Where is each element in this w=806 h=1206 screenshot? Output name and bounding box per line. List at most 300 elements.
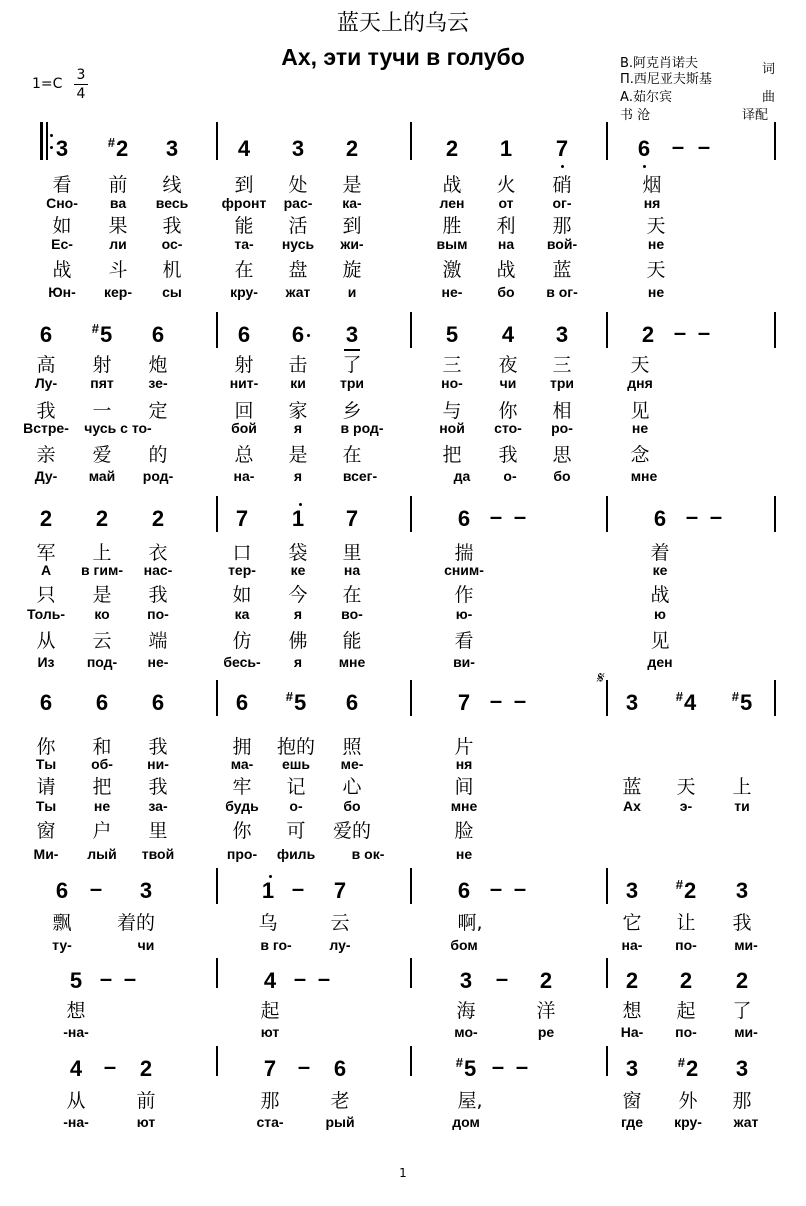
repeat-start-bar <box>40 122 43 160</box>
lyric-chinese: 前 <box>136 1090 156 1112</box>
lyric-russian: твой <box>141 846 175 862</box>
lyric-russian: ре <box>537 1024 555 1040</box>
lyric-russian: жат <box>733 1114 759 1130</box>
lyric-russian: ту- <box>52 937 72 953</box>
note: 3 <box>459 968 473 993</box>
note: 4 <box>501 322 515 347</box>
bar-line <box>606 1046 608 1076</box>
lyric-chinese: 战 <box>442 174 462 196</box>
bar-line <box>410 312 412 348</box>
lyric-chinese: 起 <box>260 1000 280 1022</box>
note: 3 <box>625 690 639 715</box>
lyric-russian: ма- <box>230 756 254 772</box>
lyric-russian: три <box>339 375 365 391</box>
lyric-russian: кер- <box>103 284 133 300</box>
note: 7 <box>555 136 569 161</box>
bar-line <box>410 958 412 988</box>
note: #5 <box>285 689 307 715</box>
lyric-russian: ки <box>290 375 306 391</box>
lyric-russian: сы <box>162 284 182 300</box>
lyric-chinese: 与 <box>442 400 462 422</box>
note: 2 <box>445 136 459 161</box>
lyric-russian: от <box>498 195 514 211</box>
song-title-chinese: 蓝天上的乌云 <box>336 11 469 36</box>
bar-line <box>774 496 776 532</box>
lyric-russian: на <box>497 236 515 252</box>
bar-line <box>216 1046 218 1076</box>
lyric-chinese: 你 <box>498 400 518 422</box>
lyric-russian: пят <box>90 375 114 391</box>
note: #5 <box>91 321 113 347</box>
lyric-russian: зе- <box>148 375 168 391</box>
lyric-chinese: 飘 <box>52 912 72 934</box>
lyric-chinese: 作 <box>454 584 474 606</box>
lyric-chinese: 我 <box>148 776 168 798</box>
lyric-russian: на- <box>621 937 643 953</box>
lyric-russian: мо- <box>454 1024 478 1040</box>
note: #2 <box>675 877 697 903</box>
lyric-chinese: 在 <box>234 259 254 281</box>
lyric-chinese: 如 <box>52 215 72 237</box>
bar-line <box>606 312 608 348</box>
lyric-chinese: 家 <box>288 400 308 422</box>
lyric-chinese: 一 <box>92 400 112 422</box>
note: 2 <box>625 968 639 993</box>
note: 2 <box>151 506 165 531</box>
lyric-chinese: 旋 <box>342 259 362 281</box>
lyric-chinese: 海 <box>456 1000 476 1022</box>
note: 5 <box>69 968 83 993</box>
credit-line: 词 <box>762 62 776 77</box>
bar-line <box>410 680 412 716</box>
credit-line: П.西尼亚夫斯基 <box>620 72 712 87</box>
lyric-russian: где <box>621 1114 643 1130</box>
lyric-russian: на- <box>233 468 255 484</box>
lyric-chinese: 它 <box>622 912 642 934</box>
bar-line <box>410 868 412 904</box>
lyric-russian: Лу- <box>34 375 58 391</box>
note: 6 <box>151 690 165 715</box>
lyric-chinese: 外 <box>678 1090 698 1112</box>
note: – <box>489 688 503 713</box>
time-signature <box>74 66 88 103</box>
lyric-russian: Сно- <box>46 195 78 211</box>
bar-line <box>606 958 608 988</box>
lyric-russian: кру- <box>230 284 258 300</box>
note: 6 <box>291 322 305 347</box>
lyric-chinese: 念 <box>630 444 650 466</box>
bar-line <box>216 312 218 348</box>
lyric-chinese: 战 <box>650 584 670 606</box>
lyric-russian: ог- <box>552 195 572 211</box>
lyric-russian: Ду- <box>34 468 58 484</box>
note: – <box>297 1054 311 1079</box>
lyric-chinese: 夜 <box>498 354 518 376</box>
lyric-chinese: 那 <box>260 1090 280 1112</box>
song-title-russian: Ах, эти тучи в голубо <box>281 44 525 70</box>
repeat-dot <box>50 134 53 137</box>
lyric-russian: лый <box>87 846 117 862</box>
lyric-chinese: 天 <box>646 215 666 237</box>
lyric-russian: во- <box>341 606 363 622</box>
octave-dot <box>269 875 272 878</box>
note: 2 <box>345 136 359 161</box>
lyric-chinese: 线 <box>162 174 182 196</box>
lyric-chinese: 胜 <box>442 215 462 237</box>
lyric-chinese: 炮 <box>148 354 168 376</box>
lyric-chinese: 脸 <box>454 820 474 842</box>
note: 6 <box>151 322 165 347</box>
lyric-russian: ют <box>260 1024 280 1040</box>
bar-line <box>606 496 608 532</box>
note: 3 <box>625 1056 639 1081</box>
lyric-russian: не <box>631 420 649 436</box>
lyric-chinese: 到 <box>234 174 254 196</box>
lyric-chinese: 三 <box>442 354 462 376</box>
note: 2 <box>735 968 749 993</box>
lyric-russian: Встре- <box>23 420 69 436</box>
lyric-russian: под- <box>86 654 118 670</box>
lyric-russian: бо <box>343 798 361 814</box>
note: 1 <box>261 878 275 903</box>
note: 3 <box>291 136 305 161</box>
note: – <box>697 134 711 159</box>
lyric-chinese: 想 <box>66 1000 86 1022</box>
lyric-chinese: 拥 <box>232 736 252 758</box>
lyric-russian: лен <box>439 195 465 211</box>
note: – <box>671 134 685 159</box>
lyric-chinese: 口 <box>232 542 252 564</box>
note: 4 <box>237 136 251 161</box>
lyric-chinese: 见 <box>630 400 650 422</box>
lyric-russian: ро- <box>551 420 573 436</box>
lyric-chinese: 揣 <box>454 542 474 564</box>
lyric-chinese: 啊, <box>457 912 483 934</box>
lyric-russian: в го- <box>260 937 292 953</box>
lyric-russian: май <box>88 468 116 484</box>
note: 6 <box>39 322 53 347</box>
key-signature: 1=C <box>32 76 63 92</box>
lyric-russian: нит- <box>229 375 259 391</box>
lyric-chinese: 衣 <box>148 542 168 564</box>
note: – <box>491 1054 505 1079</box>
note: 7 <box>333 878 347 903</box>
note: – <box>123 966 137 991</box>
lyric-russian: дом <box>452 1114 480 1130</box>
note: #4 <box>675 689 697 715</box>
note: 2 <box>641 322 655 347</box>
lyric-chinese: 我 <box>732 912 752 934</box>
lyric-chinese: 从 <box>66 1090 86 1112</box>
note: 3 <box>555 322 569 347</box>
lyric-chinese: 见 <box>650 630 670 652</box>
bar-line <box>606 122 608 160</box>
note: 3 <box>345 322 359 347</box>
lyric-russian: тер- <box>228 562 256 578</box>
note: – <box>495 966 509 991</box>
octave-dot <box>299 503 302 506</box>
lyric-russian: да <box>453 468 471 484</box>
bar-line <box>216 680 218 716</box>
note: #2 <box>107 135 129 161</box>
lyric-chinese: 今 <box>288 584 308 606</box>
lyric-chinese: 思 <box>552 444 572 466</box>
note: 2 <box>539 968 553 993</box>
lyric-chinese: 在 <box>342 584 362 606</box>
lyric-chinese: 洋 <box>536 1000 556 1022</box>
lyric-russian: всег- <box>342 468 378 484</box>
lyric-chinese: 军 <box>36 542 56 564</box>
sharp-sign: # <box>91 321 99 336</box>
lyric-russian: три <box>549 375 575 391</box>
lyric-russian: сним- <box>444 562 484 578</box>
lyric-russian: в ок- <box>351 846 385 862</box>
lyric-chinese: 上 <box>92 542 112 564</box>
lyric-chinese: 牢 <box>232 776 252 798</box>
bar-line <box>774 680 776 716</box>
lyric-russian: я <box>293 468 303 484</box>
note: 5 <box>445 322 459 347</box>
lyric-chinese: 让 <box>676 912 696 934</box>
lyric-chinese: 你 <box>232 820 252 842</box>
lyric-russian: Ах <box>623 798 641 814</box>
lyric-chinese: 硝 <box>552 174 572 196</box>
lyric-chinese: 从 <box>36 630 56 652</box>
lyric-chinese: 我 <box>148 736 168 758</box>
lyric-russian: ют <box>136 1114 156 1130</box>
lyric-chinese: 片 <box>454 736 474 758</box>
lyric-russian: Ес- <box>51 236 73 252</box>
lyric-russian: ка- <box>342 195 362 211</box>
lyric-russian: по- <box>147 606 169 622</box>
lyric-chinese: 高 <box>36 354 56 376</box>
lyric-chinese: 想 <box>622 1000 642 1022</box>
lyric-russian: ке <box>290 562 306 578</box>
lyric-russian: та- <box>234 236 254 252</box>
lyric-chinese: 战 <box>52 259 72 281</box>
lyric-chinese: 窗 <box>622 1090 642 1112</box>
bar-line <box>774 122 776 160</box>
lyric-russian: бо <box>497 284 515 300</box>
note: 2 <box>39 506 53 531</box>
lyric-chinese: 盘 <box>288 259 308 281</box>
lyric-russian: о- <box>289 798 303 814</box>
lyric-chinese: 天 <box>646 259 666 281</box>
note: 3 <box>735 1056 749 1081</box>
lyric-russian: ос- <box>161 236 183 252</box>
note: 6 <box>55 878 69 903</box>
lyric-chinese: 云 <box>92 630 112 652</box>
bar-line <box>410 1046 412 1076</box>
note: 6 <box>653 506 667 531</box>
lyric-chinese: 把 <box>92 776 112 798</box>
lyric-russian: об- <box>91 756 113 772</box>
note: 6 <box>345 690 359 715</box>
lyric-russian: ка <box>234 606 250 622</box>
lyric-russian: ной <box>439 420 465 436</box>
lyric-russian: жи- <box>340 236 364 252</box>
lyric-russian: кру- <box>674 1114 702 1130</box>
note: – <box>515 1054 529 1079</box>
note: 6 <box>457 878 471 903</box>
lyric-chinese: 射 <box>234 354 254 376</box>
lyric-chinese: 着的 <box>116 912 156 934</box>
note: – <box>317 966 331 991</box>
note: – <box>709 504 723 529</box>
lyric-chinese: 看 <box>454 630 474 652</box>
note: #5 <box>455 1055 477 1081</box>
lyric-russian: в род- <box>340 420 384 436</box>
note: 3 <box>165 136 179 161</box>
note: 4 <box>69 1056 83 1081</box>
lyric-chinese: 天 <box>676 776 696 798</box>
lyric-russian: ви- <box>453 654 475 670</box>
lyric-chinese: 激 <box>442 259 462 281</box>
lyric-russian: Из <box>37 654 55 670</box>
lyric-chinese: 天 <box>630 354 650 376</box>
lyric-russian: филь <box>276 846 316 862</box>
lyric-chinese: 如 <box>232 584 252 606</box>
lyric-chinese: 斗 <box>108 259 128 281</box>
lyric-russian: бесь- <box>223 654 261 670</box>
lyric-chinese: 在 <box>342 444 362 466</box>
lyric-chinese: 我 <box>36 400 56 422</box>
lyric-chinese: 战 <box>496 259 516 281</box>
lyric-russian: не <box>647 236 665 252</box>
note: – <box>89 876 103 901</box>
note: – <box>673 320 687 345</box>
bar-line <box>774 312 776 348</box>
lyric-russian: Толь- <box>26 606 66 622</box>
note: #2 <box>677 1055 699 1081</box>
lyric-chinese: 屋, <box>457 1090 483 1112</box>
bar-line <box>606 680 608 716</box>
lyric-russian: ко <box>94 606 110 622</box>
note: 7 <box>457 690 471 715</box>
lyric-chinese: 到 <box>342 215 362 237</box>
lyric-chinese: 爱 <box>92 444 112 466</box>
lyric-chinese: 击 <box>288 354 308 376</box>
lyric-russian: бо <box>553 468 571 484</box>
credit-line: В.阿克肖诺夫 <box>620 56 699 71</box>
lyric-russian: ли <box>109 236 127 252</box>
credit-line: 译配 <box>742 108 769 123</box>
note: 7 <box>235 506 249 531</box>
lyric-chinese: 袋 <box>288 542 308 564</box>
note: 6 <box>39 690 53 715</box>
page-number: 1 <box>399 1166 407 1180</box>
lyric-russian: мне <box>450 798 478 814</box>
lyric-chinese: 我 <box>498 444 518 466</box>
lyric-chinese: 那 <box>732 1090 752 1112</box>
lyric-russian: Ты <box>35 756 57 772</box>
octave-dot <box>561 165 564 168</box>
lyric-chinese: 窗 <box>36 820 56 842</box>
lyric-russian: на <box>343 562 361 578</box>
lyric-chinese: 总 <box>234 444 254 466</box>
lyric-chinese: 端 <box>148 630 168 652</box>
note: – <box>513 688 527 713</box>
lyric-russian: нусь <box>281 236 315 252</box>
lyric-russian: про- <box>226 846 258 862</box>
lyric-chinese: 蓝 <box>622 776 642 798</box>
time-denominator: 4 <box>74 84 88 103</box>
note: – <box>489 504 503 529</box>
lyric-russian: ва <box>109 195 127 211</box>
lyric-chinese: 烟 <box>642 174 662 196</box>
lyric-russian: ме- <box>340 756 364 772</box>
note: 1 <box>291 506 305 531</box>
lyric-chinese: 了 <box>342 354 362 376</box>
bar-line <box>216 958 218 988</box>
note: 2 <box>679 968 693 993</box>
note: 7 <box>345 506 359 531</box>
lyric-russian: лу- <box>329 937 351 953</box>
lyric-chinese: 佛 <box>288 630 308 652</box>
sharp-sign: # <box>107 135 115 150</box>
lyric-chinese: 仿 <box>232 630 252 652</box>
credit-line: 曲 <box>762 90 776 105</box>
lyric-russian: в гим- <box>81 562 123 578</box>
lyric-russian: я <box>293 606 303 622</box>
lyric-chinese: 前 <box>108 174 128 196</box>
lyric-chinese: 能 <box>342 630 362 652</box>
note: 6 <box>457 506 471 531</box>
bar-line <box>216 122 218 160</box>
repeat-dot <box>50 146 53 149</box>
lyric-chinese: 间 <box>454 776 474 798</box>
lyric-chinese: 定 <box>148 400 168 422</box>
lyric-chinese: 我 <box>148 584 168 606</box>
bar-line <box>410 496 412 532</box>
lyric-chinese: 你 <box>36 736 56 758</box>
note: – <box>293 966 307 991</box>
lyric-russian: дня <box>627 375 653 391</box>
lyric-chinese: 那 <box>552 215 572 237</box>
note: – <box>697 320 711 345</box>
time-numerator: 3 <box>76 67 86 83</box>
lyric-chinese: 里 <box>148 820 168 842</box>
sharp-sign: # <box>675 877 683 892</box>
lyric-russian: рый <box>325 1114 355 1130</box>
note: 3 <box>625 878 639 903</box>
lyric-chinese: 处 <box>288 174 308 196</box>
lyric-chinese: 我 <box>162 215 182 237</box>
note: 6 <box>237 322 251 347</box>
lyric-chinese: 三 <box>552 354 572 376</box>
lyric-russian: ти <box>734 798 750 814</box>
lyric-russian: чи <box>137 937 155 953</box>
lyric-russian: ня <box>455 756 473 772</box>
note: – <box>685 504 699 529</box>
lyric-russian: не- <box>441 284 463 300</box>
lyric-russian: но- <box>441 375 463 391</box>
lyric-russian: нас- <box>143 562 173 578</box>
lyric-chinese: 了 <box>732 1000 752 1022</box>
note: 3 <box>55 136 69 161</box>
lyric-russian: ю- <box>455 606 473 622</box>
lyric-chinese: 把 <box>442 444 462 466</box>
sharp-sign: # <box>677 1055 685 1070</box>
lyric-russian: род- <box>142 468 174 484</box>
lyric-russian: и <box>347 284 357 300</box>
lyric-russian: мне <box>630 468 658 484</box>
lyric-chinese: 能 <box>234 215 254 237</box>
lyric-chinese: 心 <box>342 776 362 798</box>
lyric-russian: сто- <box>494 420 522 436</box>
lyric-russian: э- <box>679 798 693 814</box>
lyric-chinese: 火 <box>496 174 516 196</box>
